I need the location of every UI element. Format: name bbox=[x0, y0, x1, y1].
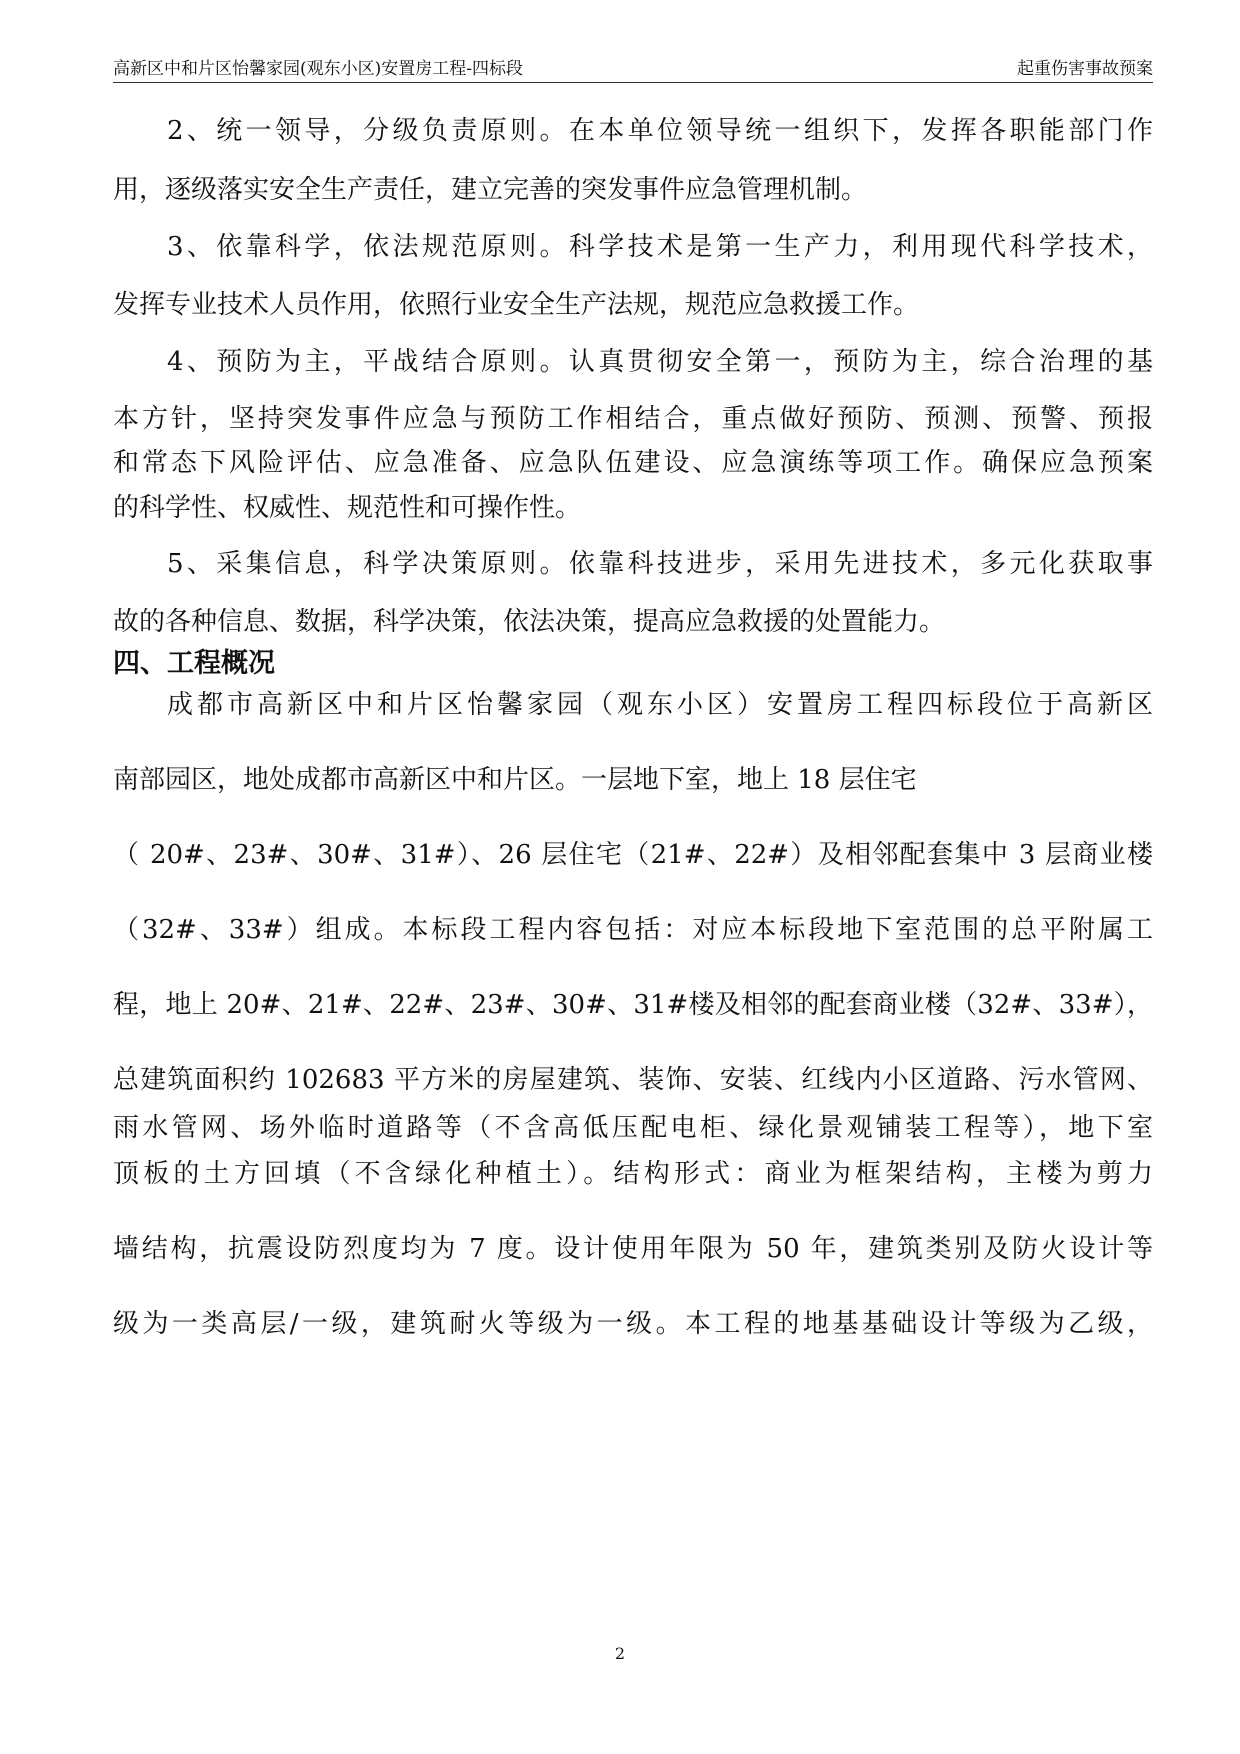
section-heading: 四、工程概况 bbox=[113, 648, 275, 679]
paragraph-line: 4、预防为主，平战结合原则。认真贯彻安全第一，预防为主，综合治理的基 bbox=[167, 347, 1153, 377]
paragraph-line: 和常态下风险评估、应急准备、应急队伍建设、应急演练等项工作。确保应急预案 bbox=[113, 448, 1153, 478]
page-number: 2 bbox=[614, 1644, 626, 1663]
paragraph-line: 本方针，坚持突发事件应急与预防工作相结合，重点做好预防、预测、预警、预报 bbox=[113, 404, 1153, 434]
paragraph-line: 级为一类高层/一级，建筑耐火等级为一级。本工程的地基基础设计等级为乙级， bbox=[113, 1309, 1153, 1339]
paragraph-line: 用，逐级落实安全生产责任，建立完善的突发事件应急管理机制。 bbox=[113, 175, 868, 205]
paragraph-line: 程，地上 20#、21#、22#、23#、30#、31#楼及相邻的配套商业楼（32#、33#）， bbox=[113, 990, 1153, 1020]
paragraph-line: （ 20#、23#、30#、31#）、26 层住宅（21#、22#）及相邻配套集中 3 层商业楼 bbox=[113, 840, 1153, 870]
header-document-title: 起重伤害事故预案 bbox=[1017, 59, 1153, 79]
paragraph-line: 3、依靠科学，依法规范原则。科学技术是第一生产力，利用现代科学技术， bbox=[167, 232, 1153, 262]
paragraph-line: （32#、33#）组成。本标段工程内容包括：对应本标段地下室范围的总平附属工 bbox=[113, 915, 1153, 945]
paragraph-line: 总建筑面积约 102683 平方米的房屋建筑、装饰、安装、红线内小区道路、污水管网、 bbox=[113, 1065, 1153, 1095]
page-header bbox=[113, 52, 1153, 83]
paragraph-line: 5、采集信息，科学决策原则。依靠科技进步，采用先进技术，多元化获取事 bbox=[167, 549, 1153, 579]
paragraph-line: 成都市高新区中和片区怡馨家园（观东小区）安置房工程四标段位于高新区 bbox=[167, 690, 1153, 720]
paragraph-line: 发挥专业技术人员作用，依照行业安全生产法规，规范应急救援工作。 bbox=[113, 290, 920, 320]
paragraph-line: 的科学性、权威性、规范性和可操作性。 bbox=[113, 493, 582, 523]
paragraph-line: 雨水管网、场外临时道路等（不含高低压配电柜、绿化景观铺装工程等），地下室 bbox=[113, 1113, 1153, 1143]
paragraph-line: 故的各种信息、数据，科学决策，依法决策，提高应急救援的处置能力。 bbox=[113, 607, 946, 637]
paragraph-line: 南部园区，地处成都市高新区中和片区。一层地下室，地上 18 层住宅 bbox=[113, 765, 917, 795]
header-project-title: 高新区中和片区怡馨家园(观东小区)安置房工程-四标段 bbox=[113, 59, 524, 79]
paragraph-line: 2、统一领导，分级负责原则。在本单位领导统一组织下，发挥各职能部门作 bbox=[167, 116, 1153, 146]
paragraph-line: 墙结构，抗震设防烈度均为 7 度。设计使用年限为 50 年，建筑类别及防火设计等 bbox=[113, 1234, 1153, 1264]
paragraph-line: 顶板的土方回填（不含绿化种植土）。结构形式：商业为框架结构，主楼为剪力 bbox=[113, 1159, 1153, 1189]
